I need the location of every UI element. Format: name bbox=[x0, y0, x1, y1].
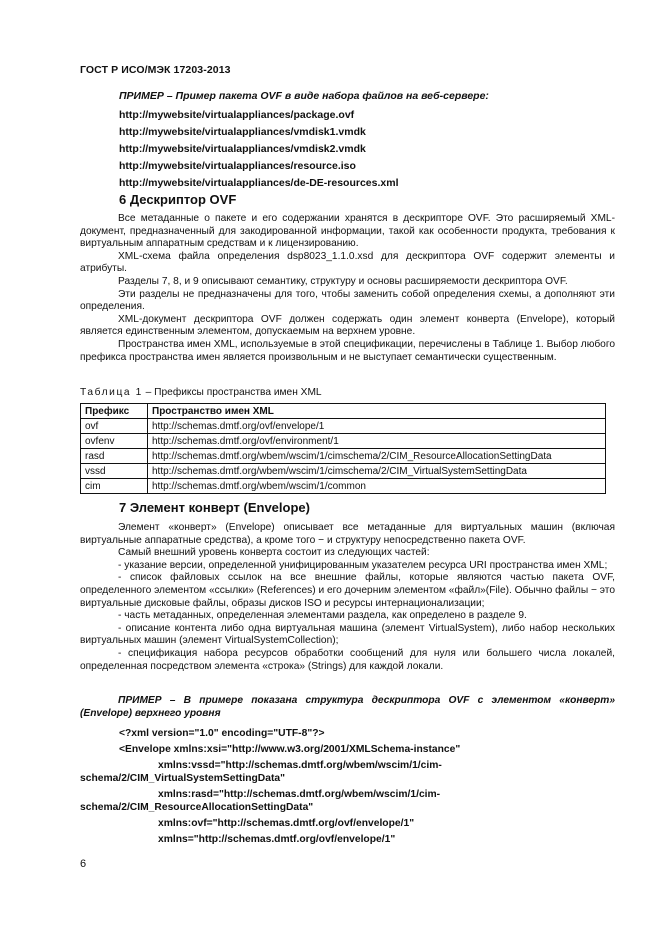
example2-title-text: ПРИМЕР – В примере показана структура дескриптора OVF с элементом «конверт» (Envelope) верхнего уровня bbox=[80, 695, 615, 719]
table-row bbox=[81, 479, 606, 494]
column-header: Пространство имен XML bbox=[148, 404, 606, 419]
paragraph: - указание версии, определенной унифицированным указателем ресурса URI пространства имен XML; bbox=[118, 559, 608, 571]
example-url: http://mywebsite/virtualappliances/package.ovf bbox=[119, 109, 355, 121]
code-line: xmlns="http://schemas.dmtf.org/ovf/envelope/1" bbox=[158, 834, 396, 845]
code-line: schema/2/CIM_VirtualSystemSettingData" bbox=[80, 773, 285, 784]
example-url: http://mywebsite/virtualappliances/vmdisk2.vmdk bbox=[119, 143, 366, 155]
paragraph: XML-схема файла определения dsp8023_1.1.0.xsd для дескриптора OVF содержит элементы и атрибуты. bbox=[80, 250, 615, 275]
namespace-cell: http://schemas.dmtf.org/wbem/wscim/1/common bbox=[148, 479, 606, 494]
paragraph: XML-документ дескриптора OVF должен содержать один элемент конверта (Envelope), который является единственным элементом, допускаемым на верхнем уровне. bbox=[80, 313, 615, 338]
section6-heading: 6 Дескриптор OVF bbox=[119, 192, 237, 207]
paragraph: - спецификация набора ресурсов обработки сообщений для нуля или большего числа локалей, определенная посредством элемента «строка» (Strings) для каждой локали. bbox=[80, 647, 615, 672]
code-line: schema/2/CIM_ResourceAllocationSettingData" bbox=[80, 802, 314, 813]
table-row bbox=[81, 464, 606, 479]
code-line: <?xml version="1.0" encoding="UTF-8"?> bbox=[119, 728, 325, 739]
example1-title: ПРИМЕР – Пример пакета OVF в виде набора файлов на веб-сервере: bbox=[119, 90, 489, 102]
prefix-cell: rasd bbox=[81, 449, 148, 464]
paragraph: Элемент «конверт» (Envelope) описывает все метаданные для виртуальных машин (включая виртуальные аппаратные средства), а кроме того − и структуру непосредственно пакета OVF. bbox=[80, 522, 615, 546]
paragraph: Эти разделы не предназначены для того, чтобы заменить собой определения схемы, а дополняют эти определения. bbox=[80, 288, 615, 313]
table-caption-label: Таблица 1 bbox=[80, 387, 143, 398]
namespace-cell: http://schemas.dmtf.org/wbem/wscim/1/cimschema/2/CIM_ResourceAllocationSettingData bbox=[148, 449, 606, 464]
table-caption bbox=[80, 387, 322, 398]
section6-body bbox=[80, 213, 615, 364]
section7-body bbox=[80, 522, 615, 673]
namespace-prefix-table bbox=[80, 403, 606, 494]
table-row bbox=[81, 449, 606, 464]
table-row bbox=[81, 434, 606, 449]
example2-title bbox=[80, 694, 615, 720]
namespace-cell: http://schemas.dmtf.org/wbem/wscim/1/cimschema/2/CIM_VirtualSystemSettingData bbox=[148, 464, 606, 479]
paragraph: Самый внешний уровень конверта состоит из следующих частей: bbox=[118, 547, 430, 559]
table-caption-text: – Префиксы пространства имен XML bbox=[142, 387, 322, 398]
example-url: http://mywebsite/virtualappliances/de-DE-resources.xml bbox=[119, 177, 399, 189]
section7-heading: 7 Элемент конверт (Envelope) bbox=[119, 500, 310, 515]
code-line: xmlns:vssd="http://schemas.dmtf.org/wbem/wscim/1/cim- bbox=[158, 760, 442, 771]
example-url: http://mywebsite/virtualappliances/resource.iso bbox=[119, 160, 356, 172]
paragraph: - описание контента либо одна виртуальная машина (элемент VirtualSystem), либо набор нескольких виртуальных машин (элемент VirtualSystemCollection); bbox=[80, 622, 615, 647]
paragraph: Пространства имен XML, используемые в этой спецификации, перечислены в Таблице 1. Выбор любого префикса пространства имен является произвольным и не выступает семантически существенным. bbox=[80, 338, 615, 363]
table-header-row bbox=[81, 404, 606, 419]
prefix-cell: vssd bbox=[81, 464, 148, 479]
table-row bbox=[81, 419, 606, 434]
example-url: http://mywebsite/virtualappliances/vmdisk1.vmdk bbox=[119, 126, 366, 138]
prefix-cell: cim bbox=[81, 479, 148, 494]
paragraph: Разделы 7, 8, и 9 описывают семантику, структуру и основы расширяемости дескриптора OVF. bbox=[118, 275, 568, 287]
standard-header: ГОСТ Р ИСО/МЭК 17203-2013 bbox=[80, 64, 231, 76]
prefix-cell: ovfenv bbox=[81, 434, 148, 449]
namespace-cell: http://schemas.dmtf.org/ovf/envelope/1 bbox=[148, 419, 606, 434]
column-header: Префикс bbox=[81, 404, 148, 419]
paragraph: - список файловых ссылок на все внешние файлы, которые являются частью пакета OVF, определенного элементом «ссылки» (References) и его дочерним элементом «файл»(File). Обычно файлы − это виртуальные дисковые файлы, образы дисков ISO и ресурсы интернационализации; bbox=[80, 572, 615, 609]
page-number: 6 bbox=[80, 858, 87, 870]
prefix-cell: ovf bbox=[81, 419, 148, 434]
code-line: xmlns:rasd="http://schemas.dmtf.org/wbem/wscim/1/cim- bbox=[158, 789, 441, 800]
code-line: <Envelope xmlns:xsi="http://www.w3.org/2001/XMLSchema-instance" bbox=[119, 744, 461, 755]
code-line: xmlns:ovf="http://schemas.dmtf.org/ovf/envelope/1" bbox=[158, 818, 415, 829]
paragraph: Все метаданные о пакете и его содержании хранятся в дескрипторе OVF. Это расширяемый XML-документ, предназначенный для закодированной информации, такой как особенности продукта, требования к виртуальным аппаратным средствам и к лицензированию. bbox=[80, 213, 615, 250]
namespace-cell: http://schemas.dmtf.org/ovf/environment/1 bbox=[148, 434, 606, 449]
paragraph: - часть метаданных, определенная элементами раздела, как определено в разделе 9. bbox=[118, 610, 527, 622]
